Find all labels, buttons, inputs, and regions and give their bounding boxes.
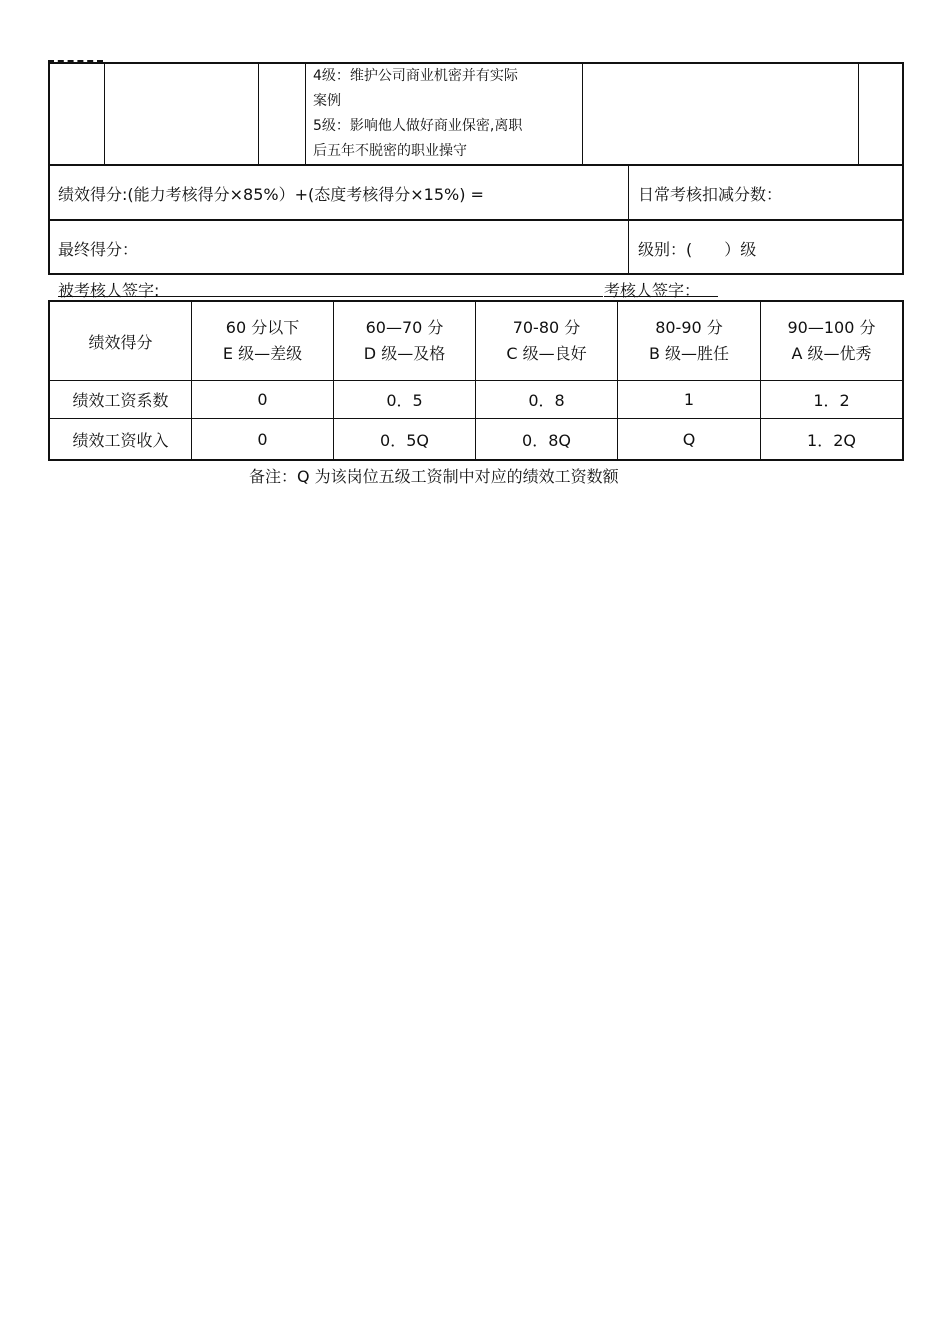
income-row-label: 绩效工资收入: [72, 430, 169, 450]
col-divider: [258, 63, 259, 165]
grade-header-d: [334, 302, 475, 380]
dashed-top-mark: [48, 60, 103, 62]
row-divider: [48, 164, 904, 166]
criteria-level4-line2: 案例: [313, 93, 341, 109]
grade-label: 级别：( ）级: [638, 240, 757, 259]
col-divider: [582, 63, 583, 165]
grade-range: 60—70 分: [365, 318, 444, 337]
grade-header-e: [192, 302, 333, 380]
grade-header-a: [761, 302, 902, 380]
final-score-label: 最终得分：: [58, 240, 139, 259]
grade-range: 70-80 分: [512, 318, 581, 337]
grade-range: 80-90 分: [655, 318, 723, 337]
coefficient-b: 1: [683, 390, 695, 409]
income-b: Q: [682, 429, 696, 449]
grade-range: 90—100 分: [787, 318, 876, 337]
grade-header-b: [618, 302, 760, 380]
criteria-level5-line2: 后五年不脱密的职业操守: [313, 143, 467, 159]
assessee-signature-label: 被考核人签字:: [58, 281, 160, 300]
col-divider: [305, 63, 306, 165]
coefficient-c: 0．8: [528, 391, 565, 410]
performance-formula: 绩效得分:(能力考核得分×85%）+(态度考核得分×15%) =: [58, 185, 484, 204]
daily-deduction-label: 日常考核扣减分数：: [638, 185, 783, 204]
income-d: 0．5Q: [380, 430, 429, 450]
criteria-level4-line1: 4级：维护公司商业机密并有实际: [313, 68, 518, 84]
coefficient-row-label: 绩效工资系数: [72, 391, 169, 410]
assessor-signature-label: 考核人签字：: [604, 281, 701, 300]
col-divider: [104, 63, 105, 165]
col-divider: [858, 63, 859, 165]
grade-level: A 级—优秀: [791, 344, 872, 363]
grade-level: D 级—及格: [363, 344, 446, 363]
footnote: 备注：Q 为该岗位五级工资制中对应的绩效工资数额: [249, 467, 619, 486]
income-c: 0．8Q: [522, 430, 571, 450]
grade-range: 60 分以下: [225, 318, 300, 337]
criteria-level5-line1: 5级：影响他人做好商业保密,离职: [313, 118, 523, 134]
grade-level: C 级—良好: [506, 344, 587, 363]
assessee-signature-line: [58, 296, 603, 297]
income-e: 0: [257, 429, 268, 449]
row-divider: [48, 219, 904, 221]
grade-level: E 级—差级: [222, 344, 303, 363]
coefficient-a: 1．2: [813, 391, 850, 410]
col-divider: [628, 165, 629, 275]
criteria-text: [313, 64, 581, 164]
income-a: 1．2Q: [807, 430, 856, 450]
grade-header-label: 绩效得分: [88, 332, 153, 352]
coefficient-d: 0．5: [386, 391, 423, 410]
assessor-signature-line: [604, 296, 718, 297]
coefficient-e: 0: [257, 390, 268, 409]
grade-level: B 级—胜任: [648, 344, 730, 363]
grade-header-c: [476, 302, 617, 380]
